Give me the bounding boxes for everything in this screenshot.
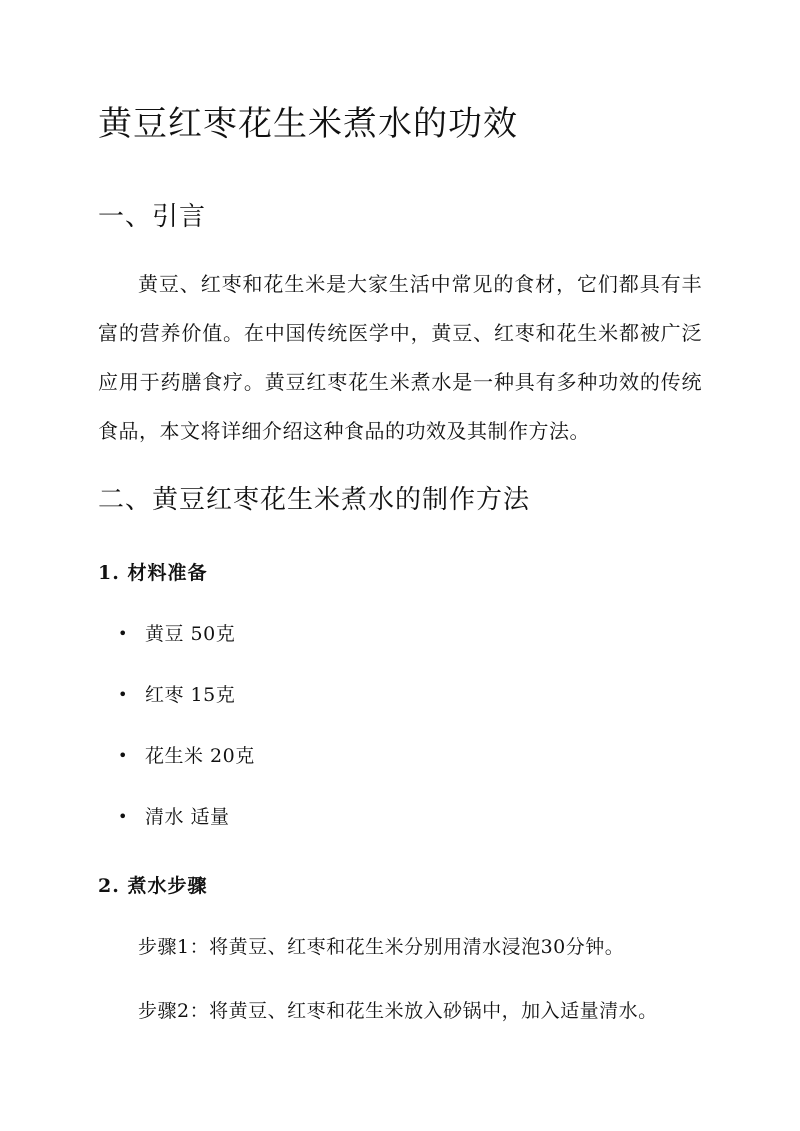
document-title: 黄豆红枣花生米煮水的功效 (98, 104, 518, 144)
bullet-icon: • (118, 685, 128, 704)
bullet-icon: • (118, 746, 128, 765)
ingredient-water: 清水 适量 (145, 806, 230, 828)
ingredient-peanut: 花生米 20克 (145, 745, 255, 767)
ingredient-soybean: 黄豆 50克 (145, 623, 236, 645)
ingredient-red-date: 红枣 15克 (145, 684, 236, 706)
bullet-icon: • (118, 807, 128, 826)
step-1-text: 步骤1：将黄豆、红枣和花生米分别用清水浸泡30分钟。 (138, 936, 625, 958)
introduction-paragraph: 黄豆、红枣和花生米是大家生活中常见的食材，它们都具有丰富的营养价值。在中国传统医学中，黄豆、红枣和花生米都被广泛应用于药膳食疗。黄豆红枣花生米煮水是一种具有多种功效的传统食品，本文将详细介绍这种食品的功效及其制作方法。 (98, 272, 702, 443)
step-2-text: 步骤2：将黄豆、红枣和花生米放入砂锅中，加入适量清水。 (138, 1000, 658, 1022)
subsection-heading-steps: 2. 煮水步骤 (98, 875, 208, 897)
section-heading-introduction: 一、引言 (98, 202, 207, 232)
section-heading-method: 二、黄豆红枣花生米煮水的制作方法 (98, 485, 531, 515)
subsection-heading-materials: 1. 材料准备 (98, 562, 208, 584)
bullet-icon: • (118, 624, 128, 643)
